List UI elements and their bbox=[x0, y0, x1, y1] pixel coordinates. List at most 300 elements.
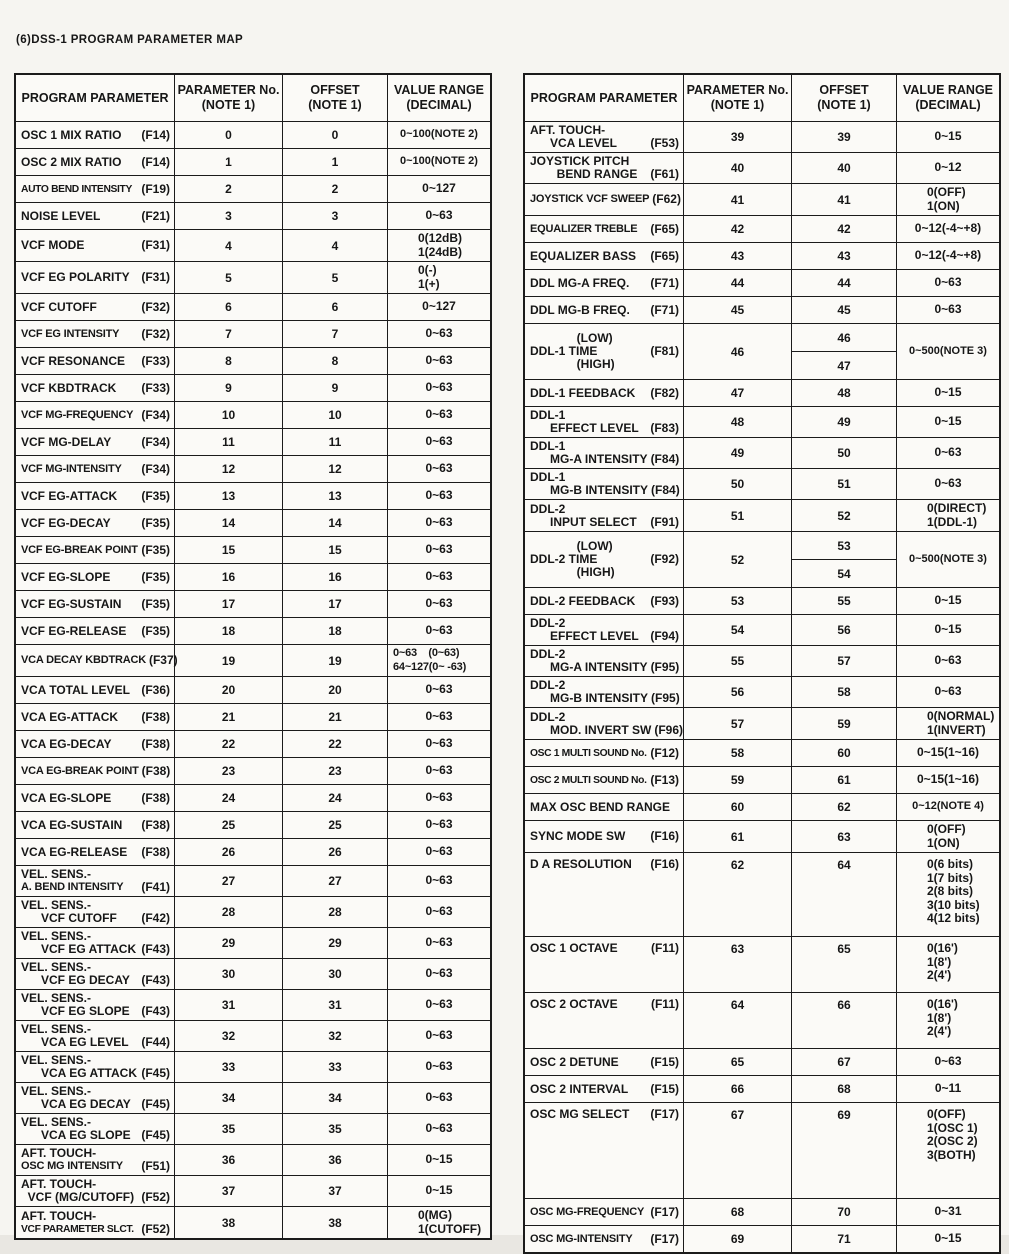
value-range-line: 0~127 bbox=[422, 181, 456, 196]
parameter-name-cell bbox=[16, 1083, 174, 1113]
header-label: (DECIMAL) bbox=[915, 98, 981, 112]
parameter-name-cell bbox=[525, 794, 683, 820]
function-key: (F34) bbox=[141, 434, 170, 449]
parameter-no-cell: 62 bbox=[683, 853, 791, 936]
parameter-row bbox=[16, 509, 490, 536]
function-key: (F35) bbox=[141, 569, 170, 584]
parameter-no-cell: 35 bbox=[174, 1114, 282, 1144]
offset-value: 54 bbox=[837, 566, 851, 581]
header-label: VALUE RANGE bbox=[902, 83, 994, 97]
parameter-row bbox=[16, 401, 490, 428]
function-key: (F43) bbox=[141, 973, 170, 987]
parameter-name: VEL. SENS.- bbox=[21, 1115, 92, 1129]
value-range-cell bbox=[896, 615, 999, 645]
value-range-line: 0(16') bbox=[927, 997, 958, 1011]
parameter-name: DDL-2 bbox=[530, 678, 566, 692]
parameter-name-line bbox=[530, 1233, 679, 1246]
parameter-no-cell: 30 bbox=[174, 959, 282, 989]
parameter-name-line bbox=[530, 484, 679, 497]
parameter-no-cell: 63 bbox=[683, 937, 791, 992]
value-range-line: 2(8 bits) bbox=[927, 884, 974, 898]
parameter-no-cell: 20 bbox=[174, 677, 282, 703]
parameter-name-cell bbox=[525, 993, 683, 1048]
offset-cell: 25 bbox=[282, 812, 387, 838]
parameter-name-line bbox=[21, 846, 170, 859]
offset-cell: 69 bbox=[791, 1103, 896, 1198]
value-range-cell bbox=[387, 402, 490, 428]
offset-cell: 37 bbox=[282, 1176, 387, 1206]
parameter-name-line bbox=[21, 1129, 170, 1142]
parameter-name-line bbox=[21, 765, 170, 778]
value-range-line: 0~63 bbox=[425, 763, 453, 778]
parameter-name: EFFECT LEVEL bbox=[530, 421, 639, 435]
value-range-cell bbox=[387, 1021, 490, 1051]
offset-cell: 20 bbox=[282, 677, 387, 703]
parameter-no-cell: 53 bbox=[683, 588, 791, 614]
value-range-line: 2(4') bbox=[927, 1024, 952, 1038]
value-range-cell bbox=[387, 149, 490, 175]
parameter-row bbox=[525, 1225, 999, 1252]
value-range-cell bbox=[896, 1226, 999, 1252]
offset-cell: 70 bbox=[791, 1199, 896, 1225]
offset-cell bbox=[791, 532, 896, 587]
offset-cell: 11 bbox=[282, 429, 387, 455]
value-range-cell bbox=[387, 677, 490, 703]
parameter-name-cell bbox=[525, 469, 683, 499]
parameter-row bbox=[16, 1175, 490, 1206]
value-range-cell bbox=[896, 853, 999, 936]
offset-cell: 56 bbox=[791, 615, 896, 645]
parameter-row bbox=[16, 896, 490, 927]
value-range-line: 1(INVERT) bbox=[927, 722, 986, 737]
parameter-name-line bbox=[530, 722, 684, 737]
function-key: (F15) bbox=[650, 1081, 679, 1096]
parameter-name-line bbox=[21, 1160, 170, 1173]
function-key: (F13) bbox=[650, 772, 679, 787]
function-key: (F33) bbox=[141, 353, 170, 368]
parameter-name-cell bbox=[525, 324, 683, 379]
value-range-line: 0~63 bbox=[934, 1054, 962, 1069]
parameter-name: VCF MG-FREQUENCY bbox=[21, 408, 134, 421]
value-range-line: 0~12(-4~+8) bbox=[914, 221, 982, 236]
offset-cell: 41 bbox=[791, 184, 896, 215]
value-range-line: 0~63 bbox=[425, 623, 453, 638]
parameter-name: OSC 2 INTERVAL bbox=[530, 1081, 629, 1096]
value-range-line: 0~63 bbox=[425, 488, 453, 503]
offset-cell: 19 bbox=[282, 645, 387, 676]
value-range-cell bbox=[896, 588, 999, 614]
parameter-no-cell: 26 bbox=[174, 839, 282, 865]
parameter-name: VCA EG-RELEASE bbox=[21, 844, 128, 859]
value-range-cell bbox=[387, 591, 490, 617]
parameter-row bbox=[16, 482, 490, 509]
parameter-row bbox=[16, 730, 490, 757]
offset-cell: 5 bbox=[282, 262, 387, 293]
value-range-line: 0(-) bbox=[418, 263, 437, 277]
parameter-row bbox=[16, 347, 490, 374]
parameter-name-line bbox=[530, 1083, 679, 1096]
parameter-name-cell bbox=[525, 438, 683, 468]
parameter-name: VEL. SENS.- bbox=[21, 1022, 92, 1036]
parameter-no-cell: 12 bbox=[174, 456, 282, 482]
parameter-name: DDL-1 bbox=[530, 408, 566, 422]
parameter-name: VCF EG DECAY bbox=[21, 973, 130, 987]
parameter-no-cell: 37 bbox=[174, 1176, 282, 1206]
parameter-name-cell bbox=[16, 510, 174, 536]
parameter-name: DDL-1 bbox=[530, 439, 566, 453]
parameter-name-line bbox=[21, 598, 170, 611]
parameter-name: VCF EG-DECAY bbox=[21, 515, 111, 530]
parameter-row bbox=[16, 784, 490, 811]
parameter-name-line bbox=[21, 490, 170, 503]
function-key: (F17) bbox=[650, 1107, 679, 1121]
function-key: (F21) bbox=[141, 208, 170, 223]
value-range-line: 0(6 bits) bbox=[927, 857, 974, 871]
value-range-cell bbox=[896, 794, 999, 820]
parameter-row bbox=[525, 992, 999, 1048]
parameter-name: MOD. INVERT SW bbox=[530, 722, 652, 737]
function-key: (F43) bbox=[141, 942, 170, 956]
value-range-cell bbox=[387, 1114, 490, 1144]
parameter-name: MG-B INTENSITY bbox=[530, 483, 649, 497]
parameter-name: OSC 1 OCTAVE bbox=[530, 941, 618, 955]
offset-cell: 44 bbox=[791, 270, 896, 296]
offset-cell: 62 bbox=[791, 794, 896, 820]
value-range-cell bbox=[896, 380, 999, 406]
offset-cell: 29 bbox=[282, 928, 387, 958]
header-label: OFFSET bbox=[310, 83, 360, 97]
offset-cell: 42 bbox=[791, 216, 896, 242]
parameter-name: DDL MG-B FREQ. bbox=[530, 302, 630, 317]
parameter-name: OSC MG INTENSITY bbox=[21, 1160, 123, 1172]
parameter-name-line bbox=[21, 1210, 170, 1223]
parameter-no-cell: 9 bbox=[174, 375, 282, 401]
parameter-row bbox=[16, 320, 490, 347]
parameter-name: EFFECT LEVEL bbox=[530, 629, 639, 643]
parameter-row bbox=[525, 587, 999, 614]
parameter-name-line bbox=[530, 661, 679, 674]
value-range-cell bbox=[387, 758, 490, 784]
parameter-name: VCF EG-ATTACK bbox=[21, 488, 118, 503]
value-range-line: 0~63 bbox=[425, 736, 453, 751]
value-range-line: 0~31 bbox=[934, 1204, 962, 1219]
parameter-no-cell: 44 bbox=[683, 270, 791, 296]
function-key: (F17) bbox=[650, 1204, 679, 1219]
header-cell-parameter bbox=[16, 75, 174, 121]
parameter-no-cell: 56 bbox=[683, 677, 791, 707]
parameter-name: VCA EG DECAY bbox=[21, 1097, 131, 1111]
parameter-row bbox=[525, 152, 999, 183]
parameter-no-cell: 16 bbox=[174, 564, 282, 590]
value-range-cell bbox=[896, 993, 999, 1048]
value-range-cell bbox=[896, 677, 999, 707]
parameter-name: VEL. SENS.- bbox=[21, 1084, 92, 1098]
value-range-line: 0~63 bbox=[425, 817, 453, 832]
parameter-name-line bbox=[21, 328, 170, 341]
parameter-name-line bbox=[21, 819, 170, 832]
value-range-cell bbox=[896, 469, 999, 499]
function-key: (F16) bbox=[650, 857, 679, 871]
parameter-name-cell bbox=[525, 216, 683, 242]
parameter-name-cell bbox=[525, 1076, 683, 1102]
value-range-line: 1(8') bbox=[927, 954, 952, 969]
parameter-row bbox=[16, 958, 490, 989]
parameter-name-line bbox=[530, 387, 679, 400]
header-label: PROGRAM PARAMETER bbox=[21, 90, 169, 105]
parameter-no-cell: 66 bbox=[683, 1076, 791, 1102]
parameter-name-line bbox=[21, 436, 170, 449]
offset-cell: 16 bbox=[282, 564, 387, 590]
value-range-line: 0~500(NOTE 3) bbox=[909, 552, 987, 565]
parameter-name-cell bbox=[525, 297, 683, 323]
value-range-line: 0~12 bbox=[934, 160, 962, 175]
value-range-line: 0~63 bbox=[425, 542, 453, 557]
parameter-row bbox=[16, 1113, 490, 1144]
parameter-no-cell: 58 bbox=[683, 740, 791, 766]
value-range-line: 1(ON) bbox=[927, 835, 960, 850]
parameter-no-cell: 39 bbox=[683, 122, 791, 152]
value-range-line: 1(8') bbox=[927, 1010, 952, 1025]
parameter-name: BEND RANGE bbox=[530, 167, 638, 181]
function-key: (F94) bbox=[650, 629, 679, 643]
function-key: (F38) bbox=[141, 709, 170, 724]
offset-value: 46 bbox=[792, 324, 896, 352]
function-key: (F71) bbox=[650, 275, 679, 290]
function-key: (F31) bbox=[141, 238, 170, 252]
value-range-cell bbox=[387, 645, 490, 676]
parameter-no-cell: 52 bbox=[683, 532, 791, 587]
function-key: (F65) bbox=[650, 221, 679, 236]
parameter-name-line bbox=[21, 1067, 170, 1080]
parameter-row bbox=[16, 676, 490, 703]
function-key: (F38) bbox=[141, 844, 170, 859]
parameter-name-line bbox=[530, 711, 679, 724]
value-range-line: 0~15(1~16) bbox=[916, 745, 980, 760]
parameter-no-cell: 6 bbox=[174, 294, 282, 320]
parameter-row bbox=[16, 1051, 490, 1082]
value-range-cell bbox=[387, 456, 490, 482]
parameter-name-cell bbox=[525, 407, 683, 437]
parameter-name: (LOW) bbox=[530, 539, 613, 553]
value-range-cell bbox=[387, 1207, 490, 1238]
parameter-name-line bbox=[530, 223, 679, 236]
function-key: (F41) bbox=[141, 880, 170, 894]
header-label: PROGRAM PARAMETER bbox=[530, 90, 678, 105]
parameter-name-cell bbox=[16, 812, 174, 838]
parameter-name: DDL-2 bbox=[530, 647, 566, 661]
offset-cell: 33 bbox=[282, 1052, 387, 1082]
value-range-line: 0~63 bbox=[425, 1090, 453, 1105]
parameter-no-cell: 22 bbox=[174, 731, 282, 757]
parameter-name-line bbox=[21, 210, 170, 223]
parameter-name: VEL. SENS.- bbox=[21, 867, 92, 881]
value-range-line: 0~63 bbox=[425, 904, 453, 919]
function-key: (F35) bbox=[141, 596, 170, 611]
parameter-name: VCA TOTAL LEVEL bbox=[21, 682, 130, 697]
value-range-cell bbox=[896, 297, 999, 323]
parameter-name-line bbox=[21, 571, 170, 584]
value-range-cell bbox=[387, 483, 490, 509]
offset-cell: 50 bbox=[791, 438, 896, 468]
parameter-no-cell: 38 bbox=[174, 1207, 282, 1238]
parameter-name: DDL-1 FEEDBACK bbox=[530, 385, 636, 400]
function-key: (F38) bbox=[141, 763, 171, 778]
parameter-row bbox=[525, 437, 999, 468]
parameter-no-cell: 59 bbox=[683, 767, 791, 793]
value-range-cell bbox=[896, 270, 999, 296]
parameter-row bbox=[525, 1198, 999, 1225]
offset-cell: 52 bbox=[791, 500, 896, 531]
offset-cell: 7 bbox=[282, 321, 387, 347]
parameter-no-cell: 45 bbox=[683, 297, 791, 323]
parameter-name-line bbox=[21, 738, 170, 751]
parameter-no-cell: 4 bbox=[174, 230, 282, 261]
function-key: (F35) bbox=[141, 623, 170, 638]
parameter-name-cell bbox=[16, 1176, 174, 1206]
parameter-name-line bbox=[530, 1206, 679, 1219]
value-range-cell bbox=[896, 500, 999, 531]
parameter-name: JOYSTICK PITCH bbox=[530, 154, 630, 168]
offset-value: 53 bbox=[792, 532, 896, 560]
parameter-name-line bbox=[21, 711, 170, 724]
value-range-line: 0~63 bbox=[425, 844, 453, 859]
value-range-cell bbox=[896, 821, 999, 852]
offset-cell: 45 bbox=[791, 297, 896, 323]
parameter-no-cell: 8 bbox=[174, 348, 282, 374]
function-key: (F45) bbox=[141, 1097, 170, 1111]
parameter-name-line bbox=[21, 792, 170, 805]
value-range-line: 0~63 bbox=[934, 653, 962, 668]
function-key: (F84) bbox=[650, 452, 680, 466]
value-range-line: 0(12dB) bbox=[418, 231, 463, 245]
function-key: (F62) bbox=[652, 192, 681, 206]
value-range-cell bbox=[896, 216, 999, 242]
parameter-name-cell bbox=[525, 853, 683, 936]
parameter-name-line bbox=[530, 358, 679, 371]
parameter-no-cell: 33 bbox=[174, 1052, 282, 1082]
function-key: (F17) bbox=[650, 1231, 679, 1246]
offset-cell: 4 bbox=[282, 230, 387, 261]
offset-cell: 10 bbox=[282, 402, 387, 428]
value-range-line: 0~63 bbox=[425, 569, 453, 584]
parameter-no-cell: 40 bbox=[683, 153, 791, 183]
value-range-line: 0~63 bbox=[425, 790, 453, 805]
value-range-cell bbox=[896, 937, 999, 992]
offset-cell: 24 bbox=[282, 785, 387, 811]
parameter-name-cell bbox=[16, 429, 174, 455]
parameter-name: VCF EG INTENSITY bbox=[21, 327, 120, 340]
value-range-line: 0~12(-4~+8) bbox=[914, 248, 982, 263]
parameter-row bbox=[16, 617, 490, 644]
parameter-name-line bbox=[21, 301, 170, 314]
value-range-cell bbox=[387, 122, 490, 148]
offset-cell: 2 bbox=[282, 176, 387, 202]
parameter-name-line bbox=[21, 1098, 170, 1111]
value-range-cell bbox=[387, 990, 490, 1020]
value-range-line: 0~15 bbox=[934, 414, 962, 429]
parameter-no-cell: 55 bbox=[683, 646, 791, 676]
offset-cell: 67 bbox=[791, 1049, 896, 1075]
offset-cell: 1 bbox=[282, 149, 387, 175]
parameter-name-cell bbox=[525, 184, 683, 215]
parameter-no-cell: 25 bbox=[174, 812, 282, 838]
parameter-name-cell bbox=[525, 270, 683, 296]
parameter-name-line bbox=[21, 463, 170, 476]
parameter-no-cell: 31 bbox=[174, 990, 282, 1020]
parameter-name-line bbox=[21, 1036, 170, 1049]
offset-cell: 59 bbox=[791, 708, 896, 739]
parameter-name: D A RESOLUTION bbox=[530, 857, 632, 871]
parameter-name: EQUALIZER BASS bbox=[530, 248, 637, 263]
parameter-name: AFT. TOUCH- bbox=[21, 1177, 97, 1191]
value-range-line: 0(16') bbox=[927, 941, 958, 955]
parameter-name: VCA EG-BREAK POINT bbox=[21, 764, 139, 777]
parameter-row bbox=[16, 428, 490, 455]
parameter-name-cell bbox=[525, 1226, 683, 1252]
parameter-name-cell bbox=[16, 122, 174, 148]
parameter-name: VCF MG-INTENSITY bbox=[21, 462, 122, 475]
parameter-no-cell: 50 bbox=[683, 469, 791, 499]
parameter-no-cell: 27 bbox=[174, 866, 282, 896]
header-label: (NOTE 1) bbox=[308, 98, 362, 112]
parameter-name: OSC 1 MULTI SOUND No. bbox=[530, 747, 647, 759]
parameter-name-line bbox=[530, 595, 679, 608]
value-range-cell bbox=[387, 294, 490, 320]
offset-cell: 36 bbox=[282, 1145, 387, 1175]
parameter-no-cell: 14 bbox=[174, 510, 282, 536]
offset-cell: 49 bbox=[791, 407, 896, 437]
offset-cell: 38 bbox=[282, 1207, 387, 1238]
parameter-name-line bbox=[530, 998, 679, 1011]
parameter-name: DDL-1 TIME bbox=[530, 344, 598, 358]
parameter-name-cell bbox=[16, 731, 174, 757]
offset-cell: 22 bbox=[282, 731, 387, 757]
offset-cell: 30 bbox=[282, 959, 387, 989]
parameter-name-cell bbox=[16, 203, 174, 229]
value-range-line: 1(7 bits) bbox=[927, 870, 974, 885]
parameter-name-cell bbox=[16, 785, 174, 811]
parameter-name-cell bbox=[525, 588, 683, 614]
parameter-name-line bbox=[530, 566, 679, 579]
parameter-no-cell: 29 bbox=[174, 928, 282, 958]
parameter-no-cell: 32 bbox=[174, 1021, 282, 1051]
offset-cell: 17 bbox=[282, 591, 387, 617]
value-range-cell bbox=[896, 646, 999, 676]
offset-cell: 58 bbox=[791, 677, 896, 707]
parameter-name: VCF (MG/CUTOFF) bbox=[21, 1190, 135, 1204]
offset-cell: 39 bbox=[791, 122, 896, 152]
parameter-row bbox=[16, 261, 490, 293]
parameter-name: DDL MG-A FREQ. bbox=[530, 275, 630, 290]
parameter-row bbox=[16, 703, 490, 730]
header-label: (NOTE 1) bbox=[817, 98, 871, 112]
parameter-name: DDL-1 bbox=[530, 470, 566, 484]
function-key: (F38) bbox=[141, 817, 170, 832]
function-key: (F96) bbox=[654, 722, 684, 737]
parameter-row bbox=[525, 215, 999, 242]
offset-cell bbox=[791, 324, 896, 379]
parameter-name: VEL. SENS.- bbox=[21, 929, 92, 943]
parameter-row bbox=[525, 406, 999, 437]
parameter-row bbox=[525, 1048, 999, 1075]
function-key: (F37) bbox=[148, 653, 178, 667]
function-key: (F93) bbox=[650, 593, 679, 608]
parameter-no-cell: 5 bbox=[174, 262, 282, 293]
value-range-line: 1(OSC 1) bbox=[927, 1120, 978, 1135]
parameter-row bbox=[16, 1144, 490, 1175]
parameter-name: DDL-2 TIME bbox=[530, 552, 598, 566]
offset-cell: 21 bbox=[282, 704, 387, 730]
